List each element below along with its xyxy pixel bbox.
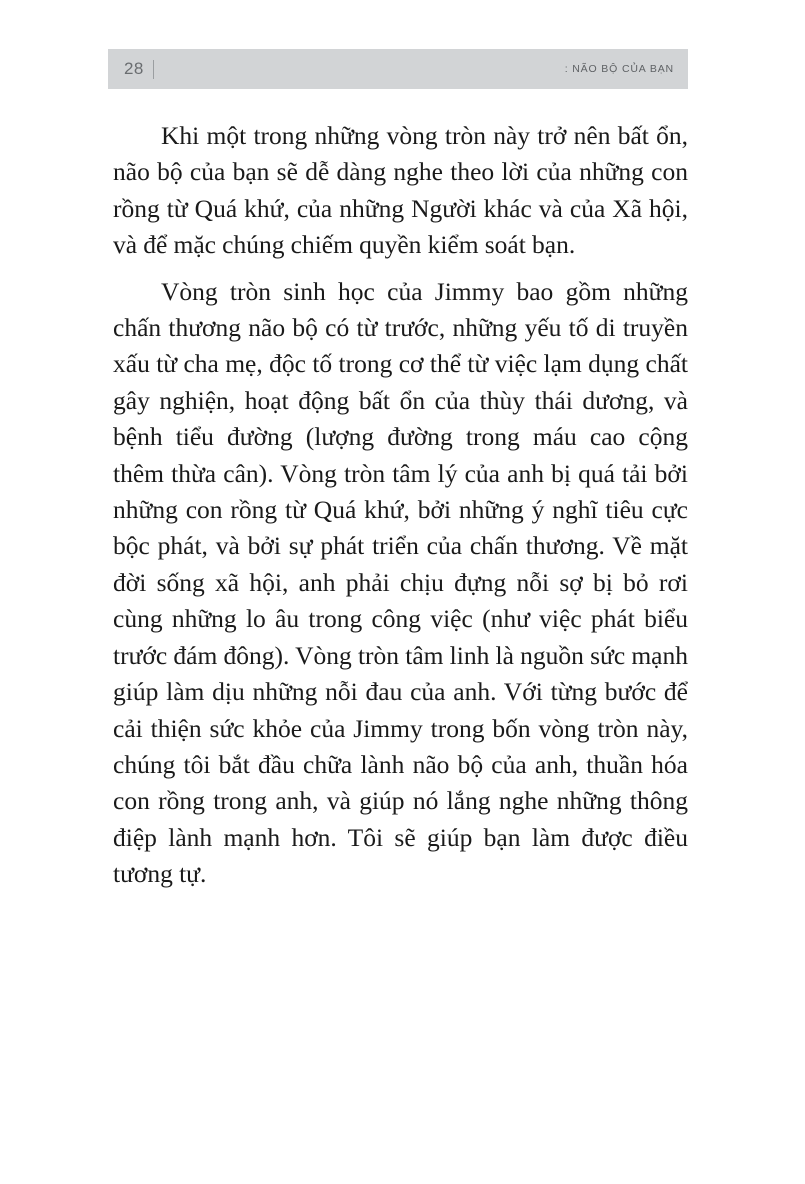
paragraph-1: Khi một trong những vòng tròn này trở nên bất ổn, não bộ của bạn sẽ dễ dàng nghe theo lời của những con rồng từ Quá khứ, của những Người khác và của Xã hội, và để mặc chúng chiếm quyền kiểm soát bạn. xyxy=(113,121,688,260)
book-title-header: : NÃO BỘ CỦA BẠN xyxy=(564,63,674,75)
body-text xyxy=(113,118,688,893)
page-number: 28 xyxy=(124,59,144,78)
running-header xyxy=(108,49,688,89)
paragraph-2: Vòng tròn sinh học của Jimmy bao gồm những chấn thương não bộ có từ trước, những yếu tố di truyền xấu từ cha mẹ, độc tố trong cơ thể từ việc lạm dụng chất gây nghiện, hoạt động bất ổn của thùy thái dương, và bệnh tiểu đường (lượng đường trong máu cao cộng thêm thừa cân). Vòng tròn tâm lý của anh bị quá tải bởi những con rồng từ Quá khứ, bởi những ý nghĩ tiêu cực bộc phát, và bởi sự phát triển của chấn thương. Về mặt đời sống xã hội, anh phải chịu đựng nỗi sợ bị bỏ rơi cùng những lo âu trong công việc (như việc phát biểu trước đám đông). Vòng tròn tâm linh là nguồn sức mạnh giúp làm dịu những nỗi đau của anh. Với từng bước để cải thiện sức khỏe của Jimmy trong bốn vòng tròn này, chúng tôi bắt đầu chữa lành não bộ của anh, thuần hóa con rồng trong anh, và giúp nó lắng nghe những thông điệp lành mạnh hơn. Tôi sẽ giúp bạn làm được điều tương tự. xyxy=(113,276,688,889)
running-header-left xyxy=(124,59,154,79)
header-separator-rule xyxy=(153,60,154,79)
